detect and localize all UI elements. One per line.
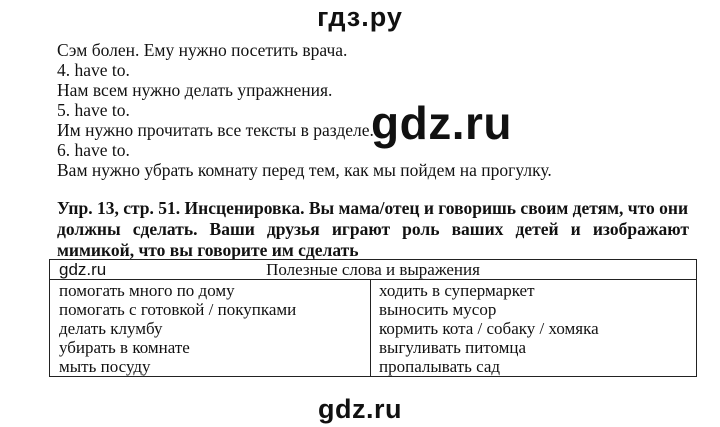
- watermark-bottom: gdz.ru: [318, 394, 402, 424]
- table-cell-left: помогать много по дому: [59, 281, 235, 300]
- table-cell-right: выгуливать питомца: [379, 338, 527, 357]
- phrases-table: [49, 259, 697, 377]
- table-cell-right: ходить в супермаркет: [379, 281, 535, 300]
- table-cell-right: пропалывать сад: [379, 357, 501, 376]
- table-cell-right: выносить мусор: [379, 300, 497, 319]
- table-cell-left: помогать с готовкой / покупками: [59, 300, 297, 319]
- table-cell-left: убирать в комнате: [59, 338, 190, 357]
- table-cell-left: мыть посуду: [59, 357, 151, 376]
- answer-line: 6. have to.: [57, 140, 130, 160]
- column-divider: [370, 279, 371, 376]
- table-cell-right: кормить кота / собаку / хомяка: [379, 319, 599, 338]
- answer-line: 4. have to.: [57, 60, 130, 80]
- table-cell-left: делать клумбу: [59, 319, 163, 338]
- answer-line: Нам всем нужно делать упражнения.: [57, 80, 333, 100]
- answer-line: Вам нужно убрать комнату перед тем, как мы пойдем на прогулку.: [57, 160, 552, 180]
- answer-line: 5. have to.: [57, 100, 130, 120]
- table-header: Полезные слова и выражения: [50, 260, 696, 280]
- watermark-top: гдз.ру: [317, 2, 403, 32]
- answer-line: Им нужно прочитать все тексты в разделе.: [57, 120, 374, 140]
- answer-line: Сэм болен. Ему нужно посетить врача.: [57, 40, 348, 60]
- task-heading: [57, 198, 689, 261]
- watermark-middle: gdz.ru: [371, 97, 512, 149]
- task-line: Упр. 13, стр. 51. Инсценировка. Вы мама/отец и говоришь своим детям, что они: [57, 198, 689, 218]
- task-line: должны сделать. Ваши друзья играют роль ваших детей и изображают: [57, 219, 689, 239]
- watermark-table: gdz.ru: [59, 260, 107, 279]
- task-line: мимикой, что вы говорите им сделать: [57, 240, 359, 260]
